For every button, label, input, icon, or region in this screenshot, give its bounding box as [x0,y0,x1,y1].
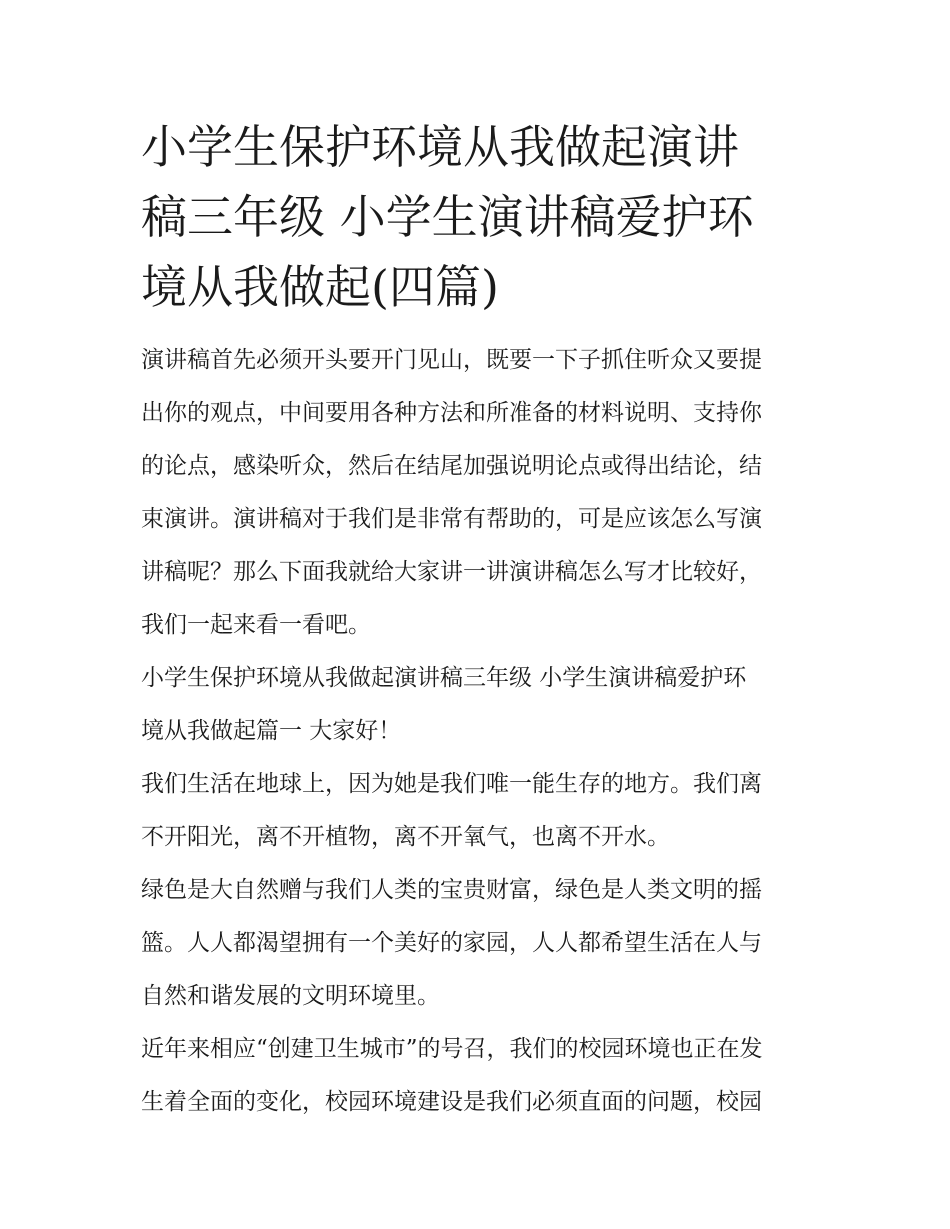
text-line: 的论点，感染听众，然后在结尾加强说明论点或得出结论，结 [141,453,762,479]
text-line: 生着全面的变化，校园环境建设是我们必须直面的问题，校园 [141,1089,762,1115]
text-line: 我们一起来看一看吧。 [141,612,371,638]
text-line: 绿色是大自然赠与我们人类的宝贵财富，绿色是人类文明的摇 [141,877,762,903]
body-paragraph [141,1023,813,1129]
text-line: 我们生活在地球上，因为她是我们唯一能生存的地方。我们离 [141,771,762,797]
text-line: 自然和谐发展的文明环境里。 [141,983,440,1009]
text-line: 出你的观点，中间要用各种方法和所准备的材料说明、支持你 [141,400,762,426]
text-line: 篮。人人都渴望拥有一个美好的家园，人人都希望生活在人与 [141,930,762,956]
text-line: 讲稿呢？那么下面我就给大家讲一讲演讲稿怎么写才比较好， [141,559,762,585]
body-paragraph [141,864,813,1023]
title-line: 稿三年级 小学生演讲稿爱护环 [141,190,754,244]
intro-paragraph [141,334,813,652]
text-line: 近年来相应“创建卫生城市”的号召，我们的校园环境也正在发 [141,1036,763,1062]
title-line: 境从我做起(四篇) [141,260,499,314]
document-title [141,112,813,322]
section-heading-paragraph [141,652,813,758]
text-line: 演讲稿首先必须开头要开门见山，既要一下子抓住听众又要提 [141,347,762,373]
text-line: 束演讲。演讲稿对于我们是非常有帮助的，可是应该怎么写演 [141,506,762,532]
text-line: 小学生保护环境从我做起演讲稿三年级 小学生演讲稿爱护环 [141,665,747,691]
body-paragraph [141,758,813,864]
document-page [141,112,813,1129]
text-line: 境从我做起篇一 大家好！ [141,718,402,744]
title-line: 小学生保护环境从我做起演讲 [141,120,739,174]
text-line: 不开阳光，离不开植物，离不开氧气，也离不开水。 [141,824,670,850]
